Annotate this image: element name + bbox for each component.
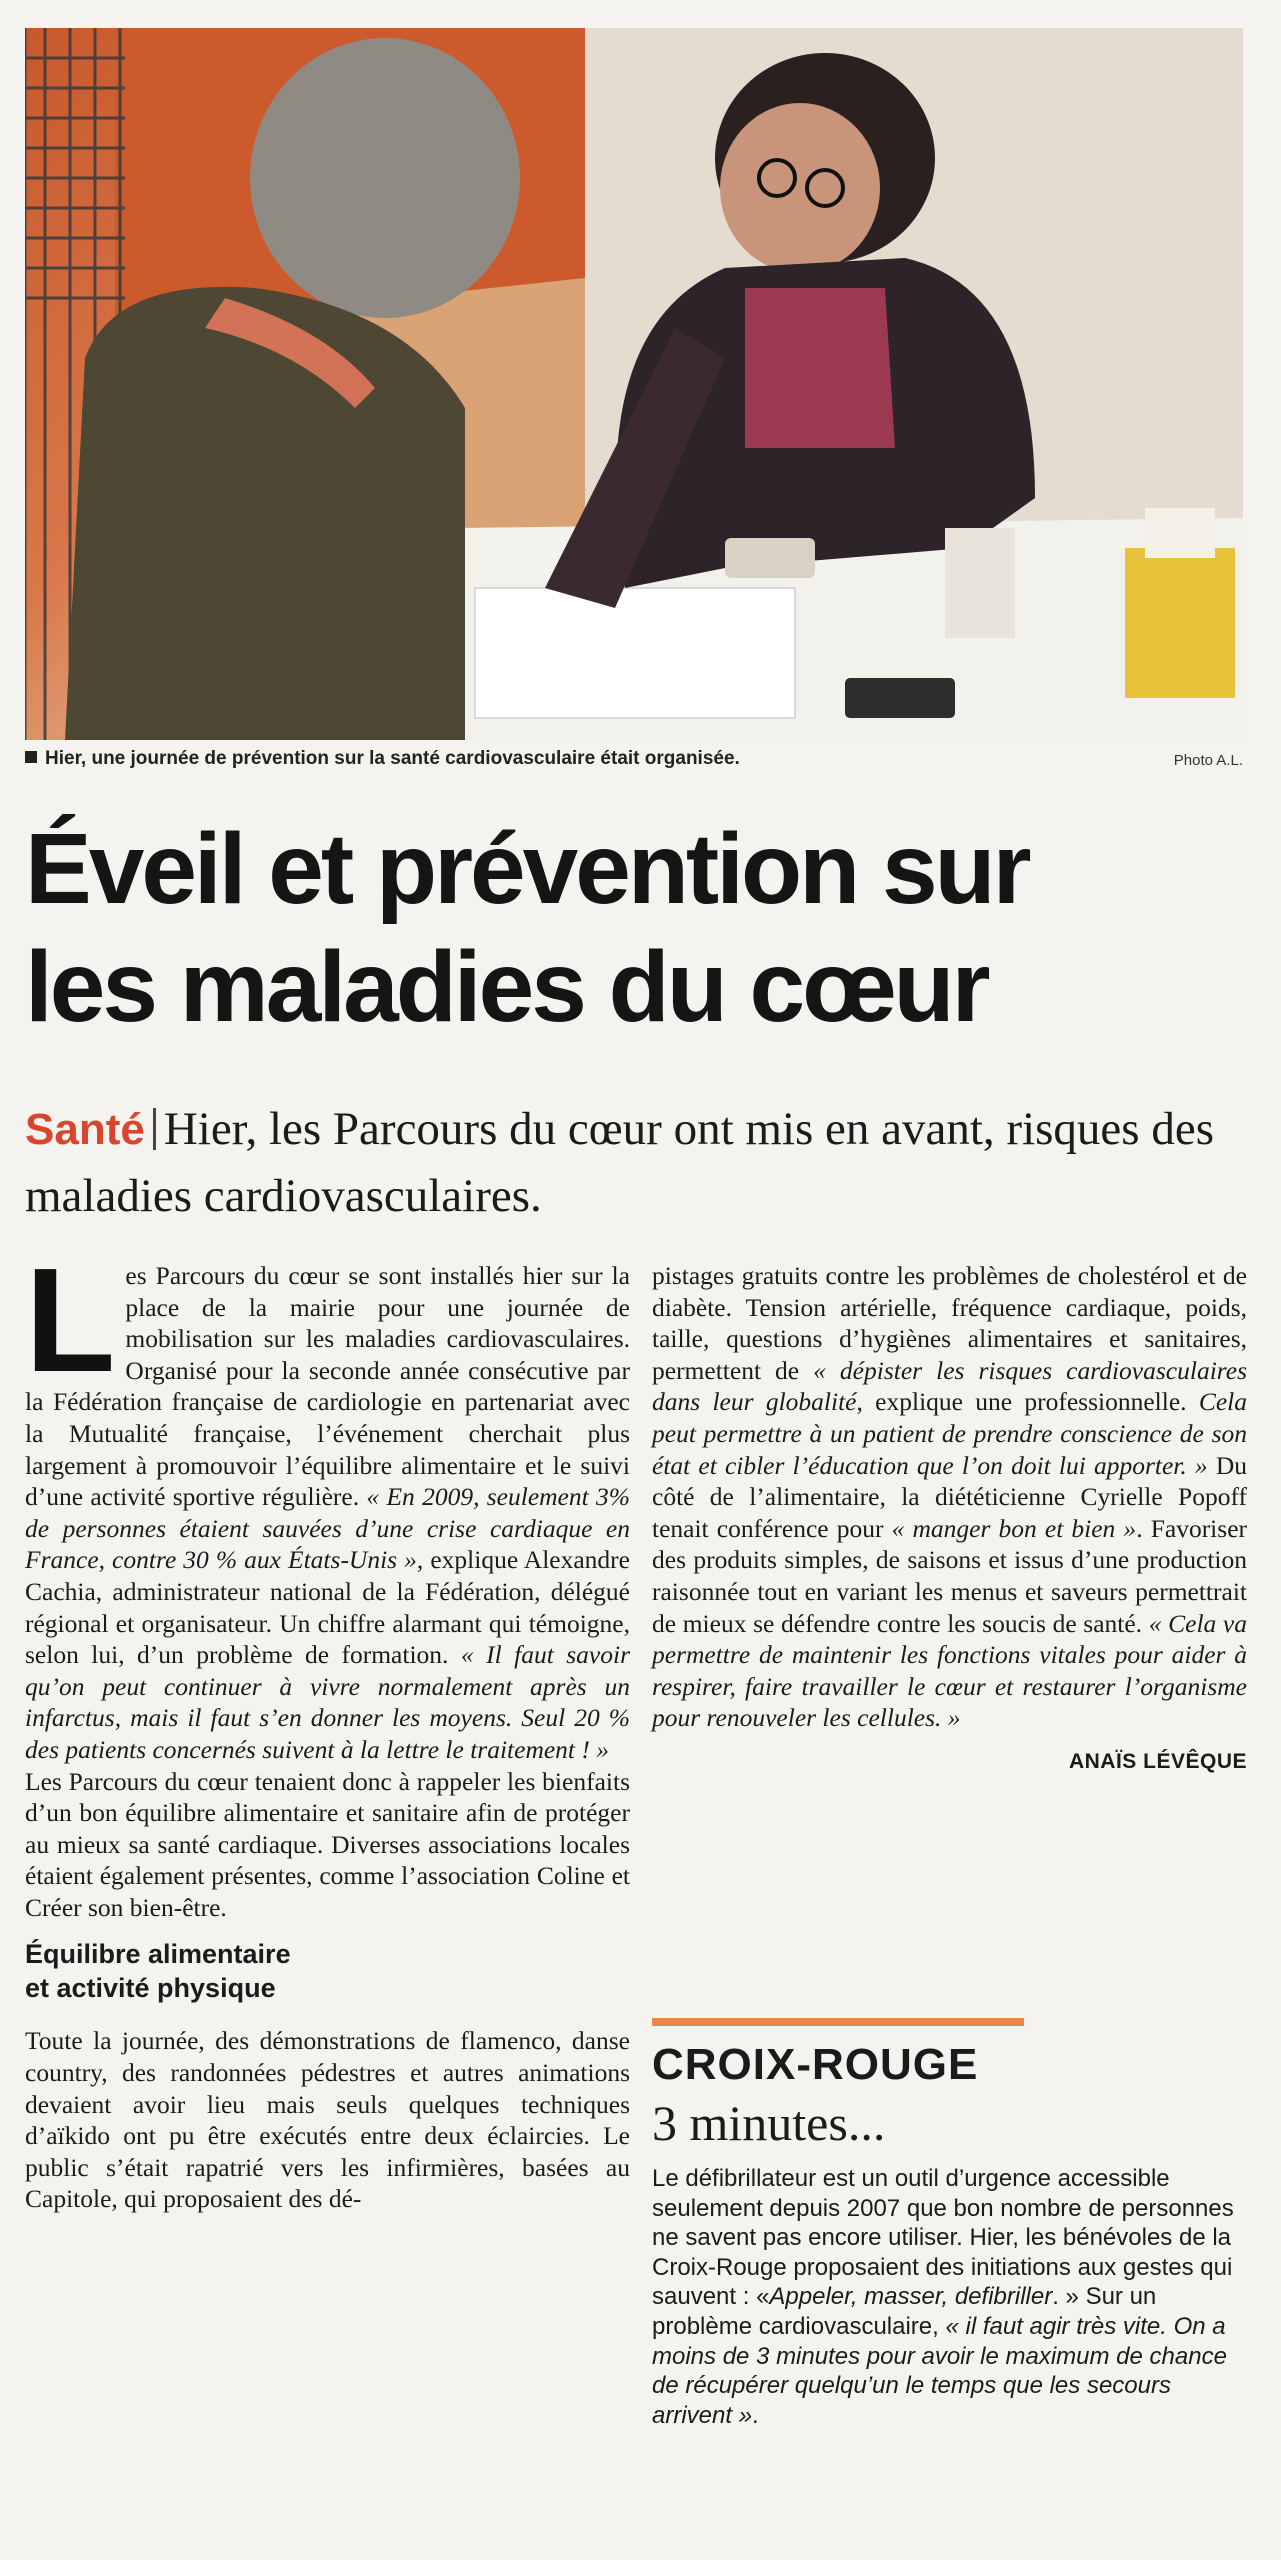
quote-infarctus: « Il faut savoir qu’on peut continuer à vivre normalement après un infarctus, mais il faut s’en donner les moyens. Seul 20 % des patients concernés suivent à la lettre le traitement ! » — [25, 1640, 630, 1764]
section-tag: Santé — [25, 1105, 145, 1154]
paragraph-3: Toute la journée, des démonstrations de flamenco, danse country, des randonnées pédestres et autres animations devaient avoir lieu mais seuls quelques techniques d’aïkido ont pu être exécutés entre deux éclaircies. Le public s’était rapatrié vers les infirmières, basées au Capitole, qui proposaient des dé- — [25, 2026, 630, 2214]
quote-depister: « dépister les risques cardiovasculaires dans leur globalité — [652, 1355, 1247, 1417]
author-byline: ANAÏS LÉVÊQUE — [1068, 1749, 1247, 1773]
sidebar-subtitle: 3 minutes... — [652, 2095, 886, 2151]
headline — [25, 810, 1255, 1046]
caption-bullet-icon — [25, 751, 37, 763]
photo-credit: Photo A.L. — [1173, 752, 1243, 769]
kicker — [25, 1096, 1265, 1229]
quote-statistics: « En 2009, seulement 3% de personnes étaient sauvées d’une crise cardiaque en France, contre 30 % aux États-Unis » — [25, 1482, 630, 1575]
article-column-right — [652, 1260, 1247, 1778]
subheading: Équilibre alimentaire et activité physique — [25, 1939, 291, 2004]
article-column-left — [25, 1238, 630, 2215]
photo-illustration — [25, 28, 1243, 740]
sidebar-accent-bar — [652, 2018, 1024, 2026]
sidebar-title: CROIX-ROUGE — [652, 2040, 979, 2089]
paragraph-2: Les Parcours du cœur tenaient donc à rappeler les bienfaits d’un bon équilibre alimentaire et sanitaire afin de protéger au mieux sa santé cardiaque. Diverses associations locales étaient également présentes, comme l’association Coline et Créer son bien-être. — [25, 1766, 630, 1922]
sidebar-croix-rouge — [652, 2018, 1247, 2430]
sidebar-body: Le défibrillateur est un outil d’urgence accessible seulement depuis 2007 que bon nombre de personnes ne savent pas encore utiliser. Hier, les bénévoles de la Croix-Rouge proposaient des initiations aux gestes qui sauvent : «Appeler, masser, defibriller. » Sur un problème cardiovasculaire, « il faut agir très vite. On a moins de 3 minutes pour avoir le maximum de chance de récupérer quelqu’un le temps que les secours arrivent ». — [652, 2165, 1234, 2429]
kicker-divider — [153, 1108, 156, 1150]
article-photo — [25, 28, 1243, 740]
drop-cap: L — [25, 1238, 116, 1403]
photo-caption-row — [25, 748, 1243, 778]
quote-fonctions: « Cela va permettre de maintenir les fonctions vitales pour aider à respirer, faire travailler le cœur et restaurer l’organisme pour renouveler les cellules. » — [652, 1608, 1247, 1733]
kicker-text: Hier, les Parcours du cœur ont mis en avant, risques des maladies cardiovasculaires. — [25, 1103, 1214, 1222]
paragraph-4: pistages gratuits contre les problèmes de cholestérol et de diabète. Tension artérielle, fréquence cardiaque, poids, taille, questions d’hygiènes alimentaires et sanitaires, permettent de « dépister les risques cardiovasculaires dans leur globalité, explique une professionnelle. Cela peut permettre à un patient de prendre conscience de son état et cibler l’éducation que l’on doit lui apporter. » Du côté de l’alimentaire, la diététicienne Cyrielle Popoff tenait conférence pour « manger bon et bien ». Favoriser des produits simples, de saisons et issus d’une production raisonnée tout en variant les menus et saveurs permettrait de mieux se défendre contre les soucis de santé. « Cela va permettre de maintenir les fonctions vitales pour aider à respirer, faire travailler le cœur et restaurer l’organisme pour renouveler les cellules. » — [652, 1261, 1247, 1733]
quote-patient: Cela peut permettre à un patient de prendre conscience de son état et cibler l’éducation que l’on doit lui apporter. » — [652, 1387, 1247, 1480]
headline-line-1: Éveil et prévention sur — [25, 813, 1029, 925]
quote-manger: « manger bon et bien » — [891, 1513, 1137, 1543]
photo-caption: Hier, une journée de prévention sur la santé cardiovasculaire était organisée. — [25, 748, 740, 770]
paragraph-1: Les Parcours du cœur se sont installés hier sur la place de la mairie pour une journée de mobilisation sur les maladies cardiovasculaires. Organisé pour la seconde année consécutive par la Fédération française de cardiologie en partenariat avec la Mutualité française, l’événement cherchait plus largement à promouvoir l’équilibre alimentaire et le suivi d’une activité sportive régulière. « En 2009, seulement 3% de personnes étaient sauvées d’une crise cardiaque en France, contre 30 % aux États-Unis », explique Alexandre Cachia, administrateur national de la Fédération, délégué régional et organisateur. Un chiffre alarmant qui témoigne, selon lui, d’un problème de formation. « Il faut savoir qu’on peut continuer à vivre normalement après un infarctus, mais il faut s’en donner les moyens. Seul 20 % des patients concernés suivent à la lettre le traitement ! » — [25, 1238, 630, 1764]
headline-line-2: les maladies du cœur — [25, 931, 988, 1043]
